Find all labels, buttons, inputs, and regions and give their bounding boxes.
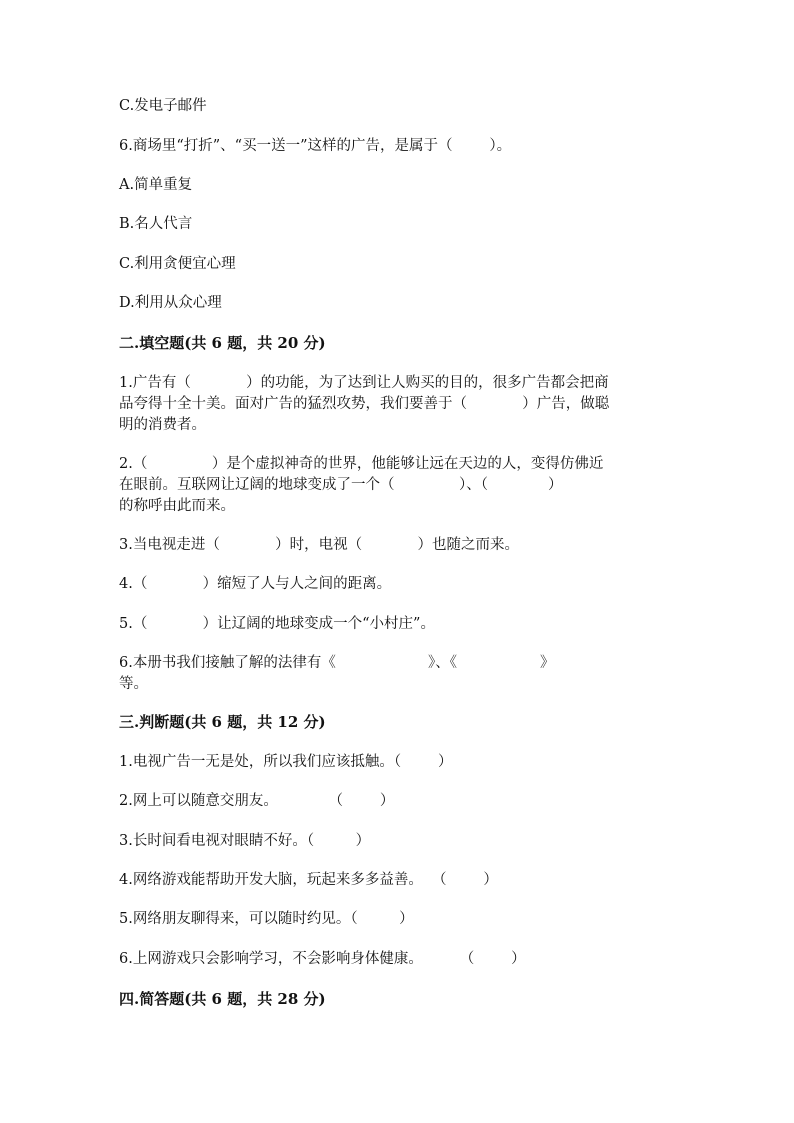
judge-question-4: 4.网络游戏能帮助开发大脑，玩起来多多益善。 （ ） — [119, 872, 498, 888]
section-heading-fill-blank: 二.填空题(共 6 题，共 20 分) — [119, 334, 326, 352]
judge-question-2: 2.网上可以随意交朋友。 （ ） — [119, 793, 395, 809]
judge-question-3: 3.长时间看电视对眼睛不好。（ ） — [119, 833, 371, 849]
fill-question-1-line-3: 明的消费者。 — [119, 417, 206, 433]
option-b: B.名人代言 — [119, 216, 193, 232]
fill-question-1-line-1: 1.广告有（ ）的功能，为了达到让人购买的目的，很多广告都会把商 — [119, 375, 609, 391]
fill-question-6-line-2: 等。 — [119, 676, 148, 692]
fill-question-3: 3.当电视走进（ ）时，电视（ ）也随之而来。 — [119, 537, 519, 553]
section-heading-true-false: 三.判断题(共 6 题，共 12 分) — [119, 713, 326, 731]
option-d: D.利用从众心理 — [119, 295, 222, 311]
option-c-email: C.发电子邮件 — [119, 98, 207, 114]
section-heading-short-answer: 四.简答题(共 6 题，共 28 分) — [119, 990, 326, 1008]
judge-question-1: 1.电视广告一无是处，所以我们应该抵触。（ ） — [119, 754, 453, 770]
judge-question-5: 5.网络朋友聊得来，可以随时约见。（ ） — [119, 911, 414, 927]
fill-question-5: 5.（ ）让辽阔的地球变成一个“小村庄”。 — [119, 616, 435, 632]
fill-question-2-line-3: 的称呼由此而来。 — [119, 498, 235, 514]
judge-question-6: 6.上网游戏只会影响学习，不会影响身体健康。 （ ） — [119, 951, 526, 967]
fill-question-1-line-2: 品夸得十全十美。面对广告的猛烈攻势，我们要善于（ ）广告，做聪 — [119, 396, 610, 412]
fill-question-2-line-2: 在眼前。互联网让辽阔的地球变成了一个（ ）、（ ） — [119, 477, 563, 493]
option-c: C.利用贪便宜心理 — [119, 256, 236, 272]
fill-question-4: 4.（ ）缩短了人与人之间的距离。 — [119, 576, 392, 592]
option-a: A.简单重复 — [119, 177, 193, 193]
question-6-stem: 6.商场里“打折”、“买一送一”这样的广告，是属于（ ）。 — [119, 138, 512, 154]
fill-question-6-line-1: 6.本册书我们接触了解的法律有《 》、《 》 — [119, 655, 555, 671]
fill-question-2-line-1: 2.（ ）是个虚拟神奇的世界，他能够让远在天边的人，变得仿佛近 — [119, 456, 604, 472]
